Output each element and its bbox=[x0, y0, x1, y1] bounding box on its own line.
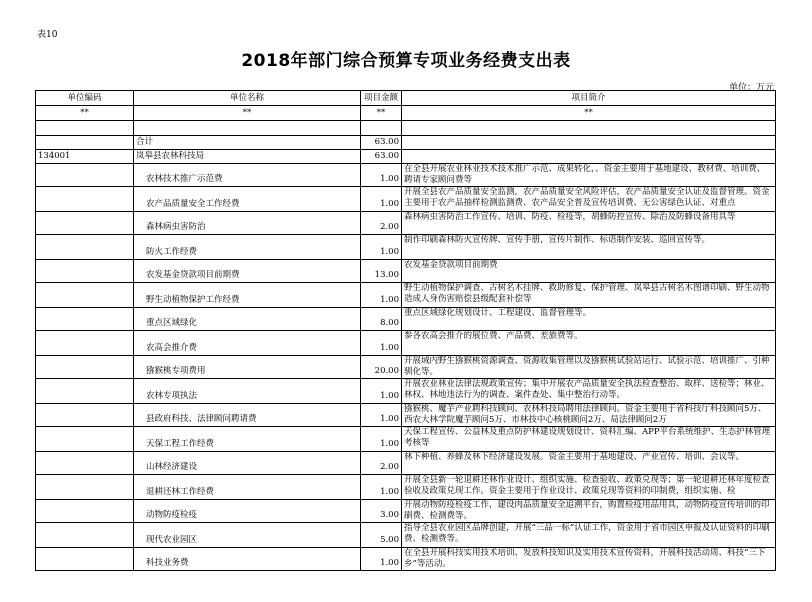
empty-cell bbox=[36, 260, 134, 283]
header-amount: 项目金额 bbox=[361, 91, 402, 106]
unit-code: 134001 bbox=[36, 150, 134, 164]
project-amount: 3.00 bbox=[361, 500, 402, 523]
project-name: 防火工作经费 bbox=[134, 235, 361, 260]
project-amount: 5.00 bbox=[361, 523, 402, 548]
table-row bbox=[36, 379, 776, 404]
header-row bbox=[36, 91, 776, 106]
table-row bbox=[36, 427, 776, 452]
project-name: 天保工程工作经费 bbox=[134, 427, 361, 452]
empty-cell bbox=[36, 187, 134, 212]
project-amount: 1.00 bbox=[361, 379, 402, 404]
project-description: 开展全县新一轮退耕还林作业设计、组织实施、检查验收、政策兑现等；第一轮退耕还林年度检查验收及政策兑现工作。资金主要用于作业设计、政策兑现等资料的印制费，组织实施、检 bbox=[402, 475, 776, 500]
header-unit-code: 单位编码 bbox=[36, 91, 134, 106]
project-description: 参各农高会推介的展位费、产品费、差旅费等。 bbox=[402, 331, 776, 356]
table-row bbox=[36, 283, 776, 308]
project-amount: 1.00 bbox=[361, 283, 402, 308]
table-row bbox=[36, 356, 776, 379]
empty-cell bbox=[36, 404, 134, 427]
empty-cell bbox=[402, 136, 776, 150]
empty-cell bbox=[36, 164, 134, 187]
table-row bbox=[36, 331, 776, 356]
project-description: 森林病虫害防治工作宣传、培训、防疫、检疫等，胡蜂防控宣传、除治及防蜂设备用具等 bbox=[402, 212, 776, 235]
project-name: 农林技术推广示范费 bbox=[134, 164, 361, 187]
total-amount: 63.00 bbox=[361, 136, 402, 150]
unit-name: 岚皋县农林科技局 bbox=[134, 150, 361, 164]
project-amount: 1.00 bbox=[361, 427, 402, 452]
header-unit-name: 单位名称 bbox=[134, 91, 361, 106]
project-description: 开展域内野生猕猴桃资源调查、资源收集管理以及猕猴桃试验站运行、试验示范、培训推广、引种驯化等。 bbox=[402, 356, 776, 379]
table-row bbox=[36, 164, 776, 187]
project-description: 开展动物防疫检疫工作，建设肉品质量安全追溯平台，购置检疫用品用具，动物防疫宣传培训的印刷费、检测费等。 bbox=[402, 500, 776, 523]
empty-cell bbox=[36, 136, 134, 150]
project-amount: 1.00 bbox=[361, 475, 402, 500]
project-amount: 20.00 bbox=[361, 356, 402, 379]
table-row bbox=[36, 212, 776, 235]
table-row bbox=[36, 548, 776, 571]
table-row bbox=[36, 235, 776, 260]
sheet-number: 表10 bbox=[37, 30, 58, 40]
project-amount: 1.00 bbox=[361, 235, 402, 260]
project-name: 农产品质量安全工作经费 bbox=[134, 187, 361, 212]
project-description: 农发基金贷款项目前期费 bbox=[402, 260, 776, 283]
project-description: 指导全县农业园区品牌创建，开展“三品一标”认证工作，资金用于省市园区申报及认证资料的印刷费、检测费等。 bbox=[402, 523, 776, 548]
project-name: 山林经济建设 bbox=[134, 452, 361, 475]
total-row bbox=[36, 136, 776, 150]
project-description: 开展全县农产品质量安全监测，农产品质量安全风险评估，农产品质量安全认证及监督管理。资金主要用于农产品抽样检测监测费、农产品安全普及宣传培训费、无公害绿色认证、对重点 bbox=[402, 187, 776, 212]
empty-cell bbox=[36, 308, 134, 331]
table-row bbox=[36, 308, 776, 331]
project-name: 猕猴桃专项费用 bbox=[134, 356, 361, 379]
table-row bbox=[36, 475, 776, 500]
unit-row bbox=[36, 150, 776, 164]
blank-row bbox=[36, 121, 776, 136]
project-name: 现代农业园区 bbox=[134, 523, 361, 548]
project-amount: 1.00 bbox=[361, 331, 402, 356]
table-row bbox=[36, 260, 776, 283]
empty-cell bbox=[36, 212, 134, 235]
project-name: 科技业务费 bbox=[134, 548, 361, 571]
header-description: 项目简介 bbox=[402, 91, 776, 106]
empty-cell bbox=[36, 379, 134, 404]
project-description: 猕猴桃、魔芋产业聘科技顾问、农林科技局聘用法律顾问。资金主要用于省科技厅科技顾问5万、西农大林学院魔芋顾问5万、市林技中心核桃顾问2万、局法律顾问2万 bbox=[402, 404, 776, 427]
empty-cell bbox=[36, 356, 134, 379]
project-amount: 13.00 bbox=[361, 260, 402, 283]
unit-label: 单位：万元 bbox=[728, 83, 774, 93]
placeholder-cell: ** bbox=[402, 106, 776, 121]
empty-cell bbox=[402, 121, 776, 136]
project-name: 森林病虫害防治 bbox=[134, 212, 361, 235]
empty-cell bbox=[36, 235, 134, 260]
project-amount: 2.00 bbox=[361, 452, 402, 475]
project-description: 在全县开展科技实用技术培训、发放科技知识及实用技术宣传资料，开展科技活动周、科技“三下乡”等活动。 bbox=[402, 548, 776, 571]
project-description: 天保工程宣传、公益林及重点防护林建设规划设计、资料汇编、APP平台系统维护、生态护林管理考核等 bbox=[402, 427, 776, 452]
project-description: 制作印刷森林防火宣传牌、宣传手册，宣传片制作、标语制作安装、巡回宣传等。 bbox=[402, 235, 776, 260]
project-name: 县政府科技、法律顾问聘请费 bbox=[134, 404, 361, 427]
empty-cell bbox=[361, 121, 402, 136]
table-row bbox=[36, 187, 776, 212]
empty-cell bbox=[36, 283, 134, 308]
project-name: 退耕还林工作经费 bbox=[134, 475, 361, 500]
project-description: 重点区域绿化规划设计、工程建设、监督管理等。 bbox=[402, 308, 776, 331]
project-name: 重点区域绿化 bbox=[134, 308, 361, 331]
table-row bbox=[36, 452, 776, 475]
placeholder-cell: ** bbox=[36, 106, 134, 121]
empty-cell bbox=[134, 121, 361, 136]
empty-cell bbox=[36, 500, 134, 523]
table-row bbox=[36, 523, 776, 548]
project-amount: 2.00 bbox=[361, 212, 402, 235]
project-description: 野生动植物保护调查、古树名木挂牌、救助修复、保护管理、岚皋县古树名木图谱印刷、野生动物造成人身伤害赔偿县级配套补偿等 bbox=[402, 283, 776, 308]
project-amount: 1.00 bbox=[361, 548, 402, 571]
project-name: 农林专项执法 bbox=[134, 379, 361, 404]
project-name: 野生动植物保护工作经费 bbox=[134, 283, 361, 308]
project-name: 农发基金贷款项目前期费 bbox=[134, 260, 361, 283]
empty-cell bbox=[36, 475, 134, 500]
empty-cell bbox=[36, 452, 134, 475]
empty-cell bbox=[36, 523, 134, 548]
total-label: 合计 bbox=[134, 136, 361, 150]
placeholder-cell: ** bbox=[361, 106, 402, 121]
budget-table bbox=[35, 90, 776, 571]
empty-cell bbox=[36, 548, 134, 571]
page-title: 2018年部门综合预算专项业务经费支出表 bbox=[241, 51, 571, 71]
placeholder-row bbox=[36, 106, 776, 121]
project-description: 开展农业林业法律法规政策宣传；集中开展农产品质量安全执法检查整治、取样、送检等；林业、林权、林地违法行为的调查、案件查处、集中整治行动等。 bbox=[402, 379, 776, 404]
project-name: 农高会推介费 bbox=[134, 331, 361, 356]
empty-cell bbox=[36, 331, 134, 356]
project-name: 动物防疫检疫 bbox=[134, 500, 361, 523]
project-amount: 8.00 bbox=[361, 308, 402, 331]
table-row bbox=[36, 500, 776, 523]
table-row bbox=[36, 404, 776, 427]
project-description: 林下种植、养蜂及林下经济建设发展。资金主要用于基地建设、产业宣传、培训、会议等。 bbox=[402, 452, 776, 475]
unit-amount: 63.00 bbox=[361, 150, 402, 164]
empty-cell bbox=[36, 121, 134, 136]
empty-cell bbox=[36, 427, 134, 452]
project-description: 在全县开展农业林业技术技术推广示范、成果转化，。资金主要用于基地建设、教材费、培训费、聘请专家顾问费等 bbox=[402, 164, 776, 187]
placeholder-cell: ** bbox=[134, 106, 361, 121]
project-amount: 1.00 bbox=[361, 404, 402, 427]
project-amount: 1.00 bbox=[361, 187, 402, 212]
empty-cell bbox=[402, 150, 776, 164]
project-amount: 1.00 bbox=[361, 164, 402, 187]
